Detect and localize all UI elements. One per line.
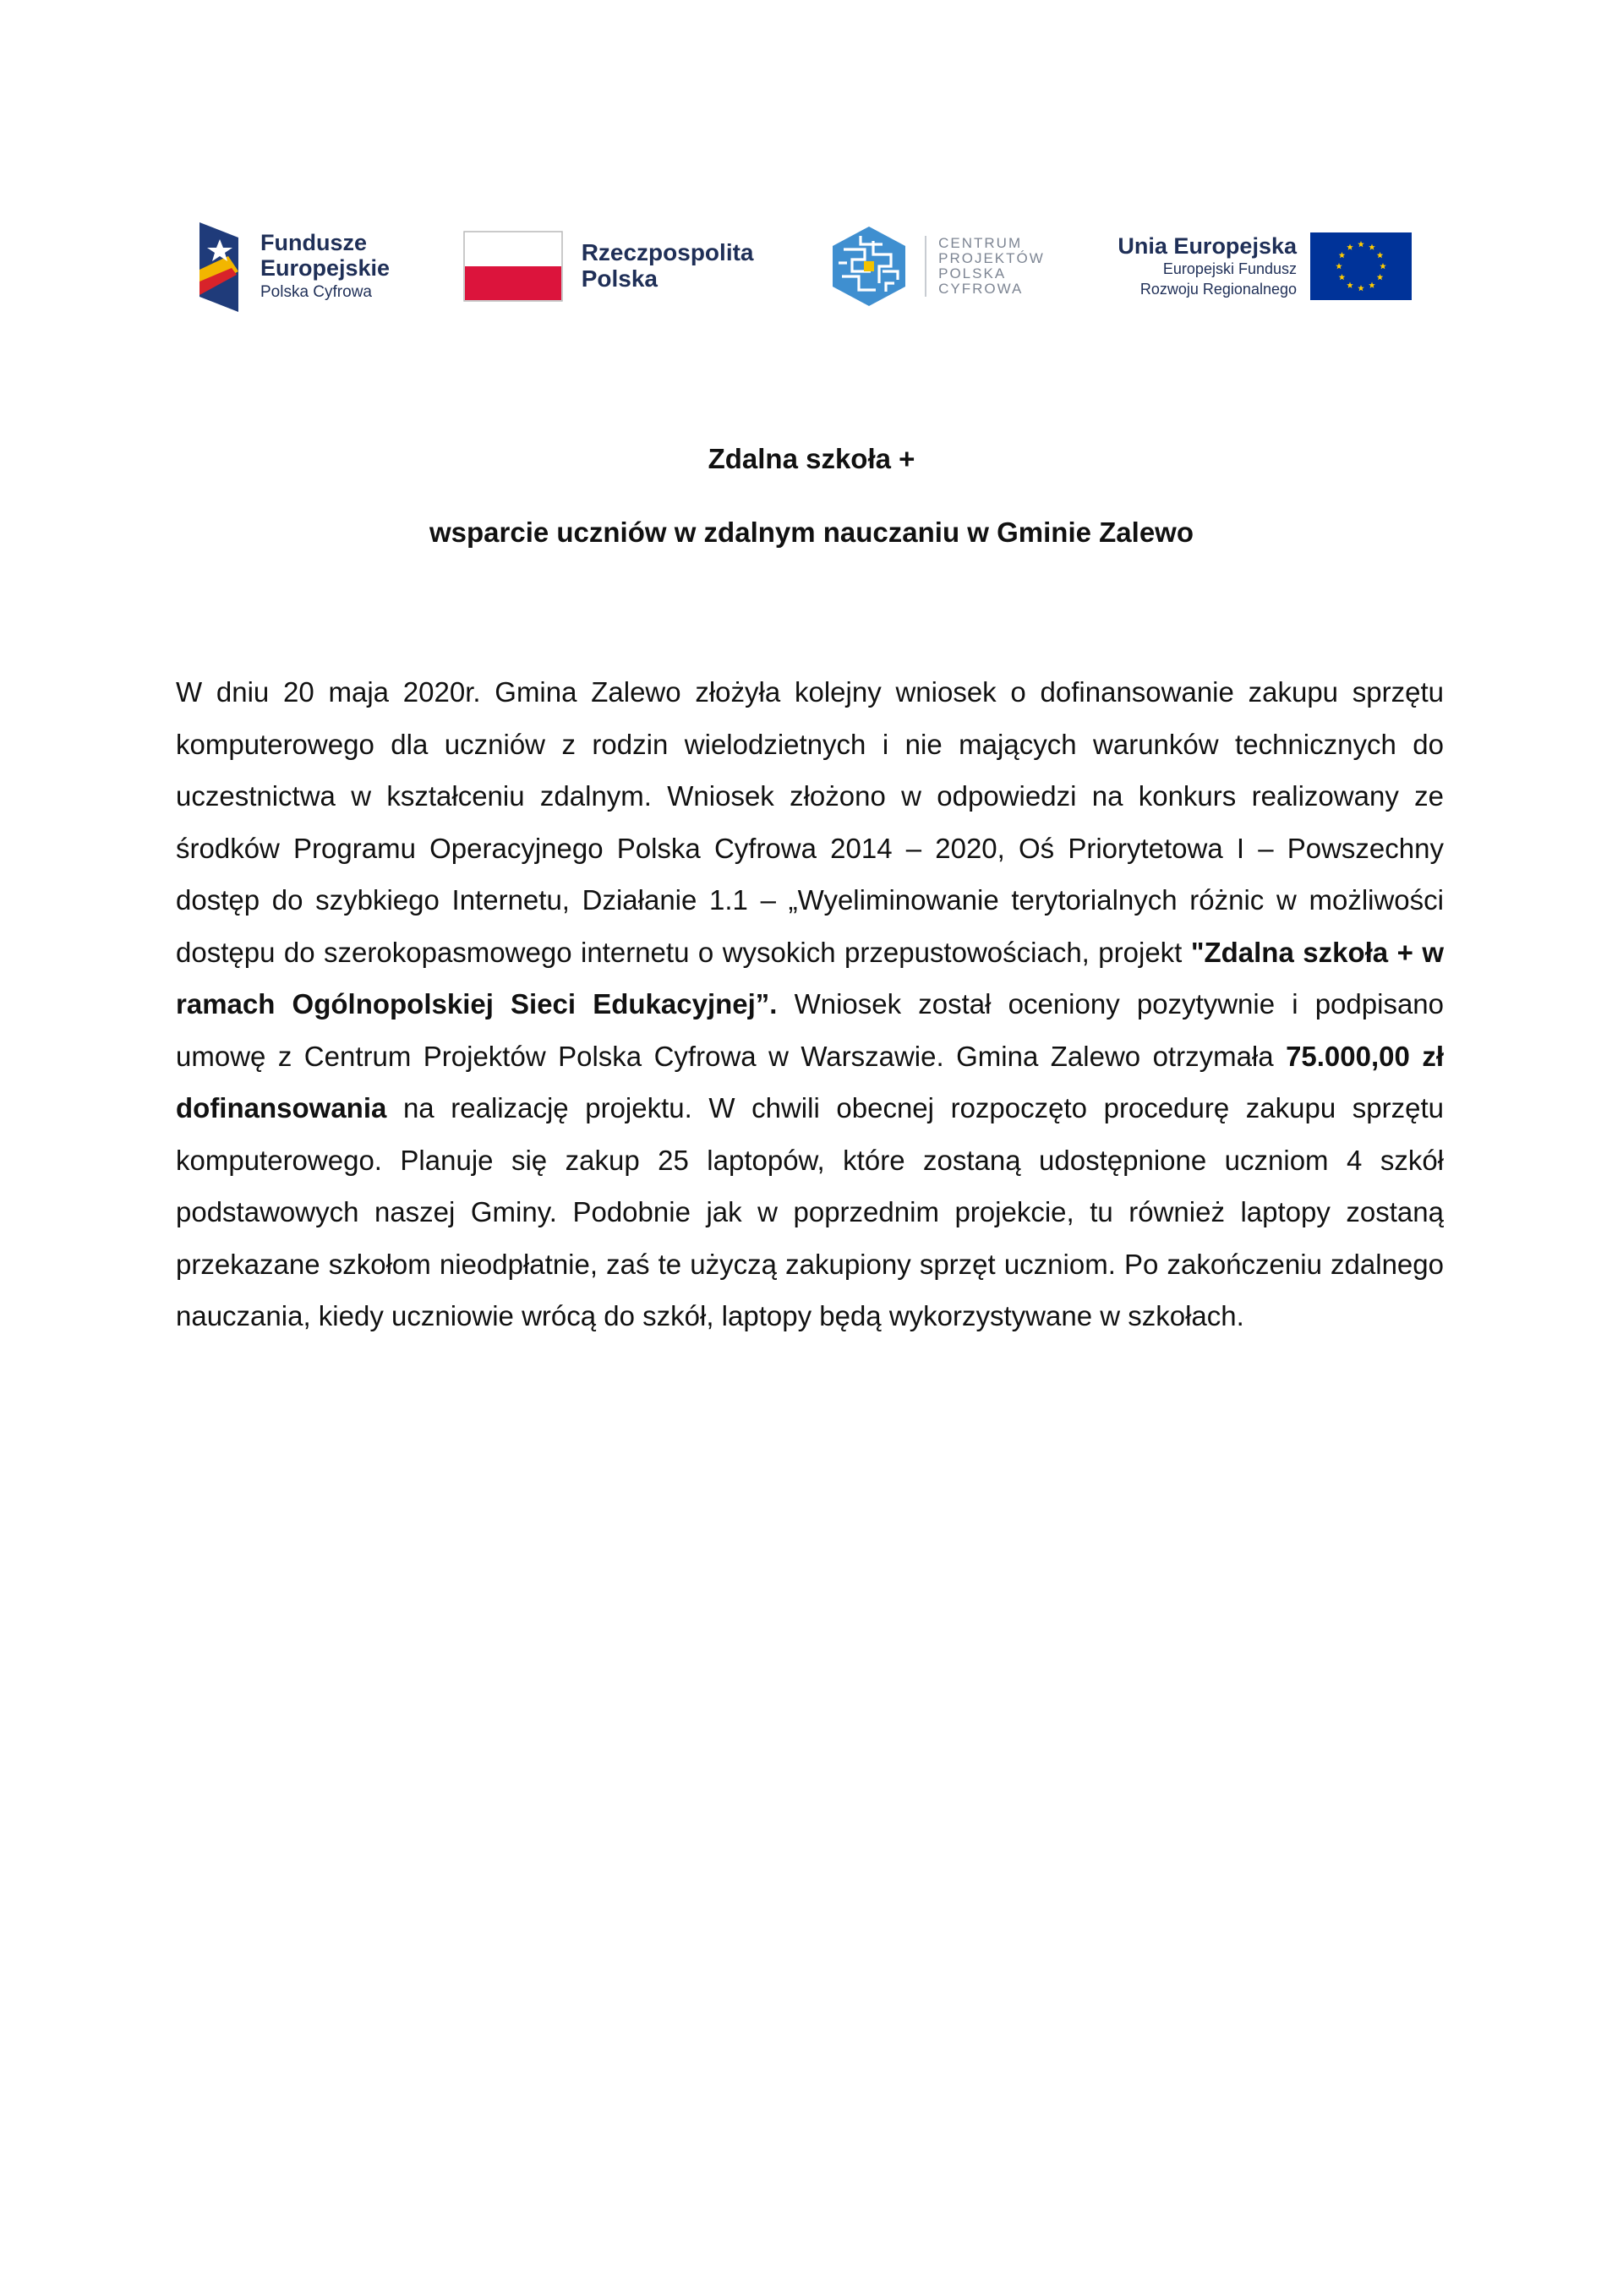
- ue-name: Unia Europejska: [1118, 232, 1297, 259]
- body-text-part1: W dniu 20 maja 2020r. Gmina Zalewo złożyła kolejny wniosek o dofinansowanie zakupu sprzętu komputerowego dla uczniów z rodzin wielodzietnych i nie mających warunków technicznych do uczestnictwa w kształceniu zdalnym. Wniosek złożono w odpowiedzi na konkurs realizowany ze środków Programu Operacyjnego Polska Cyfrowa 2014 – 2020, Oś Priorytetowa I – Powszechny dostęp do szybkiego Internetu, Działanie 1.1 – „Wyeliminowanie terytorialnych różnic w możliwości dostępu do szerokopasmowego internetu o wysokich przepustowościach, projekt: [176, 676, 1444, 968]
- project-name: "Zdalna szkoła + w ramach Ogólnopolskiej Sieci Edukacyjnej”.: [176, 936, 1445, 1020]
- body-paragraph: [176, 666, 1444, 1342]
- rp-name-line1: Rzeczpospolita: [581, 239, 754, 266]
- logo-unia-europejska: [1118, 232, 1412, 300]
- logo-rzeczpospolita-polska: [463, 231, 754, 302]
- document-subtitle: wsparcie uczniów w zdalnym nauczaniu w Gminie Zalewo: [429, 517, 1194, 548]
- body-text-part2: Wniosek został oceniony pozytywnie i podpisano umowę z Centrum Projektów Polska Cyfrowa w Warszawie. Gmina Zalewo otrzymała: [176, 988, 1444, 1072]
- cp-line4: CYFROWA: [938, 280, 1024, 297]
- fundusze-europejskie-icon: [194, 219, 243, 314]
- ue-sub-line2: Rozwoju Regionalnego: [1139, 280, 1297, 298]
- cp-line3: POLSKA: [938, 265, 1007, 282]
- rp-name-line2: Polska: [581, 265, 658, 292]
- polish-flag-icon: [463, 231, 563, 302]
- logo-bar: [194, 211, 1412, 321]
- logo-fundusze-europejskie: [194, 219, 390, 314]
- body-text-part3: na realizację projektu. W chwili obecnej rozpoczęto procedurę zakupu sprzętu komputerowego. Planuje się zakup 25 laptopów, które zostaną udostępnione uczniom 4 szkół podstawowych naszej Gminy. Podobnie jak w poprzednim projekcie, tu również laptopy zostaną przekazane szkołom nieodpłatnie, zaś te użyczą zakupiony sprzęt uczniom. Po zakończeniu zdalnego nauczania, kiedy uczniowie wrócą do szkół, laptopy będą wykorzystywane w szkołach.: [176, 1092, 1444, 1331]
- centrum-projektow-maze-icon: [827, 224, 911, 309]
- document-title: Zdalna szkoła +: [708, 443, 915, 474]
- cp-line2: PROJEKTÓW: [938, 250, 1045, 267]
- funding-amount: 75.000,00 zł dofinansowania: [176, 1040, 1444, 1123]
- fe-name-line2: Europejskie: [260, 254, 391, 281]
- ue-sub-line1: Europejski Fundusz: [1162, 260, 1297, 278]
- eu-flag-icon: [1310, 232, 1412, 300]
- cp-line1: CENTRUM: [938, 235, 1023, 252]
- fe-subtitle: Polska Cyfrowa: [260, 283, 372, 302]
- logo-centrum-projektow: [827, 224, 1045, 309]
- fe-name-line1: Fundusze: [260, 229, 367, 255]
